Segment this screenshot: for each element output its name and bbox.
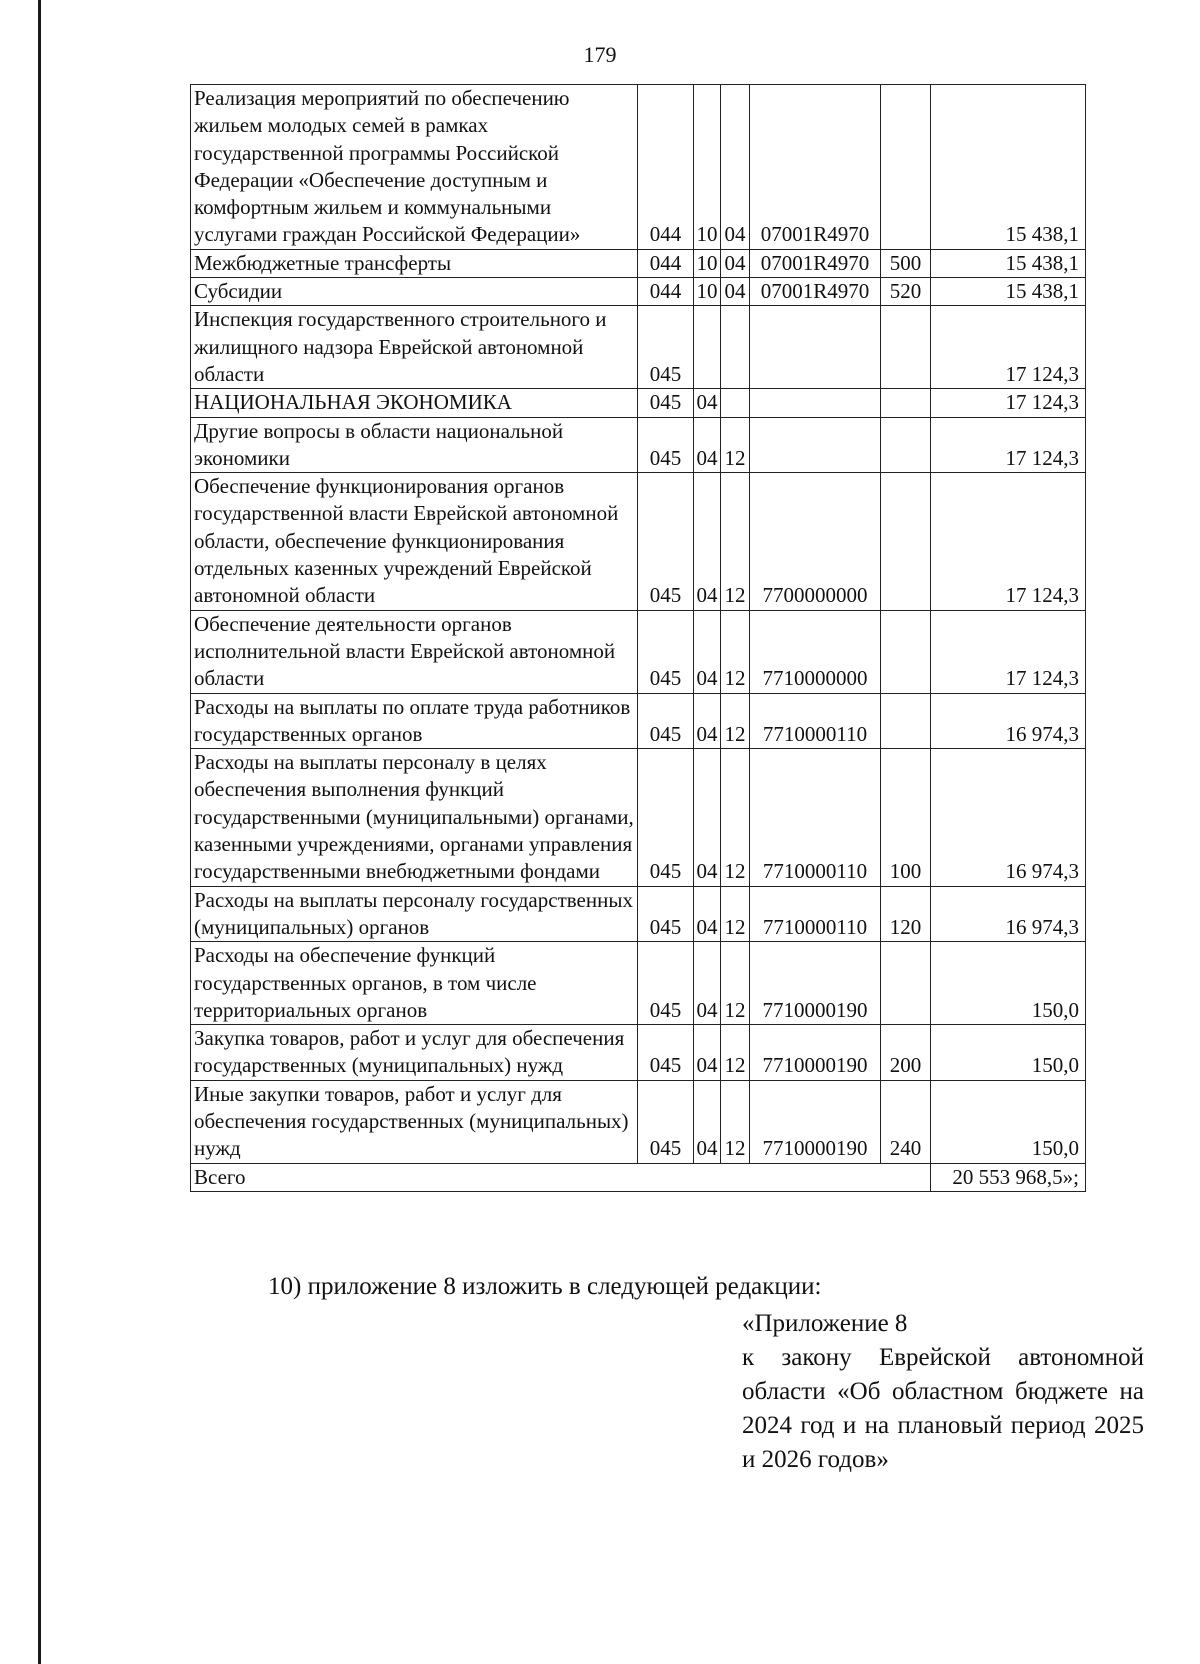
target-article-code: 7710000110: [750, 749, 881, 886]
amount: 15 438,1: [931, 85, 1086, 250]
table-row: [191, 1025, 1086, 1081]
expense-type-code: [881, 693, 931, 749]
row-name: Расходы на выплаты по оплате труда работников государственных органов: [191, 693, 638, 749]
row-name: Расходы на выплаты персоналу в целях обеспечения выполнения функций государственными (муниципальными) органами, казенными учреждениями, органами управления государственными внебюджетными фондами: [191, 749, 638, 886]
subsection-code: 12: [721, 417, 750, 473]
table-row: [191, 610, 1086, 693]
subsection-code: 12: [721, 886, 750, 942]
budget-table: [190, 84, 1086, 1192]
amount: 16 974,3: [931, 693, 1086, 749]
target-article-code: 7700000000: [750, 473, 881, 610]
subsection-code: 12: [721, 942, 750, 1025]
amount: 150,0: [931, 1080, 1086, 1163]
section-code: [694, 306, 721, 389]
target-article-code: [750, 306, 881, 389]
expense-type-code: [881, 389, 931, 417]
ministry-code: 045: [638, 610, 694, 693]
row-name: Обеспечение деятельности органов исполнительной власти Еврейской автономной области: [191, 610, 638, 693]
target-article-code: [750, 389, 881, 417]
table-row: [191, 749, 1086, 886]
appendix-heading: [742, 1307, 1144, 1477]
amount: 16 974,3: [931, 749, 1086, 886]
table-body: [191, 85, 1086, 1164]
row-name: НАЦИОНАЛЬНАЯ ЭКОНОМИКА: [191, 389, 638, 417]
subsection-code: 12: [721, 693, 750, 749]
ministry-code: 045: [638, 1080, 694, 1163]
table-row: [191, 473, 1086, 610]
subsection-code: 12: [721, 1080, 750, 1163]
row-name: Закупка товаров, работ и услуг для обеспечения государственных (муниципальных) нужд: [191, 1025, 638, 1081]
row-name: Иные закупки товаров, работ и услуг для обеспечения государственных (муниципальных) нужд: [191, 1080, 638, 1163]
amount: 15 438,1: [931, 249, 1086, 277]
amount: 16 974,3: [931, 886, 1086, 942]
total-label: Всего: [191, 1163, 931, 1191]
target-article-code: 07001R4970: [750, 249, 881, 277]
section-code: 04: [694, 942, 721, 1025]
row-name: Расходы на выплаты персоналу государственных (муниципальных) органов: [191, 886, 638, 942]
target-article-code: 07001R4970: [750, 278, 881, 306]
ministry-code: 045: [638, 693, 694, 749]
section-code: 04: [694, 1025, 721, 1081]
section-code: 04: [694, 417, 721, 473]
table-row: [191, 693, 1086, 749]
amount: 150,0: [931, 942, 1086, 1025]
row-name: Межбюджетные трансферты: [191, 249, 638, 277]
page-number: 179: [583, 42, 617, 67]
target-article-code: 7710000190: [750, 1025, 881, 1081]
ministry-code: 044: [638, 85, 694, 250]
section-code: 04: [694, 749, 721, 886]
table-row: [191, 306, 1086, 389]
expense-type-code: 500: [881, 249, 931, 277]
ministry-code: 045: [638, 389, 694, 417]
target-article-code: 07001R4970: [750, 85, 881, 250]
amount: 17 124,3: [931, 389, 1086, 417]
subsection-code: 04: [721, 278, 750, 306]
total-amount: 20 553 968,5»;: [931, 1163, 1086, 1191]
expense-type-code: 520: [881, 278, 931, 306]
subsection-code: 12: [721, 749, 750, 886]
amount: 17 124,3: [931, 417, 1086, 473]
expense-type-code: 100: [881, 749, 931, 886]
table-row: [191, 417, 1086, 473]
section-code: 04: [694, 389, 721, 417]
ministry-code: 045: [638, 1025, 694, 1081]
appendix-description: к закону Еврейской автономной области «Об областном бюджете на 2024 год и на плановый период 2025 и 2026 годов»: [742, 1344, 1144, 1473]
table-footer: [191, 1163, 1086, 1191]
section-code: 10: [694, 85, 721, 250]
section-code: 04: [694, 1080, 721, 1163]
table-row: [191, 942, 1086, 1025]
section-code: 04: [694, 886, 721, 942]
row-name: Инспекция государственного строительного и жилищного надзора Еврейской автономной области: [191, 306, 638, 389]
amount: 15 438,1: [931, 278, 1086, 306]
ministry-code: 045: [638, 886, 694, 942]
row-name: Реализация мероприятий по обеспечению жильем молодых семей в рамках государственной программы Российской Федерации «Обеспечение доступным и комфортным жильем и коммунальными услугами граждан Российской Федерации»: [191, 85, 638, 250]
target-article-code: 7710000110: [750, 886, 881, 942]
expense-type-code: [881, 942, 931, 1025]
ministry-code: 045: [638, 749, 694, 886]
total-row: [191, 1163, 1086, 1191]
expense-type-code: 240: [881, 1080, 931, 1163]
target-article-code: 7710000000: [750, 610, 881, 693]
target-article-code: [750, 417, 881, 473]
section-code: 04: [694, 473, 721, 610]
expense-type-code: [881, 85, 931, 250]
target-article-code: 7710000190: [750, 1080, 881, 1163]
section-code: 10: [694, 249, 721, 277]
section-code: 04: [694, 693, 721, 749]
row-name: Расходы на обеспечение функций государственных органов, в том числе территориальных органов: [191, 942, 638, 1025]
row-name: Другие вопросы в области национальной экономики: [191, 417, 638, 473]
table-row: [191, 1080, 1086, 1163]
section-code: 04: [694, 610, 721, 693]
table-row: [191, 85, 1086, 250]
amendment-instruction: 10) приложение 8 изложить в следующей редакции:: [268, 1273, 822, 1300]
ministry-code: 045: [638, 942, 694, 1025]
target-article-code: 7710000110: [750, 693, 881, 749]
subsection-code: 12: [721, 1025, 750, 1081]
amount: 17 124,3: [931, 306, 1086, 389]
subsection-code: 04: [721, 85, 750, 250]
table-row: [191, 278, 1086, 306]
target-article-code: 7710000190: [750, 942, 881, 1025]
ministry-code: 044: [638, 249, 694, 277]
amount: 17 124,3: [931, 473, 1086, 610]
ministry-code: 045: [638, 306, 694, 389]
amount: 150,0: [931, 1025, 1086, 1081]
subsection-code: [721, 306, 750, 389]
subsection-code: 12: [721, 473, 750, 610]
appendix-title: «Приложение 8: [742, 1310, 908, 1337]
subsection-code: 04: [721, 249, 750, 277]
expense-type-code: [881, 610, 931, 693]
subsection-code: 12: [721, 610, 750, 693]
amount: 17 124,3: [931, 610, 1086, 693]
expense-type-code: [881, 417, 931, 473]
table-row: [191, 389, 1086, 417]
section-code: 10: [694, 278, 721, 306]
ministry-code: 045: [638, 473, 694, 610]
expense-type-code: [881, 306, 931, 389]
subsection-code: [721, 389, 750, 417]
table-row: [191, 886, 1086, 942]
row-name: Обеспечение функционирования органов государственной власти Еврейской автономной области, обеспечение функционирования отдельных казенных учреждений Еврейской автономной области: [191, 473, 638, 610]
expense-type-code: [881, 473, 931, 610]
ministry-code: 045: [638, 417, 694, 473]
scan-left-edge: [38, 0, 41, 1664]
ministry-code: 044: [638, 278, 694, 306]
expense-type-code: 200: [881, 1025, 931, 1081]
expense-type-code: 120: [881, 886, 931, 942]
table-row: [191, 249, 1086, 277]
row-name: Субсидии: [191, 278, 638, 306]
